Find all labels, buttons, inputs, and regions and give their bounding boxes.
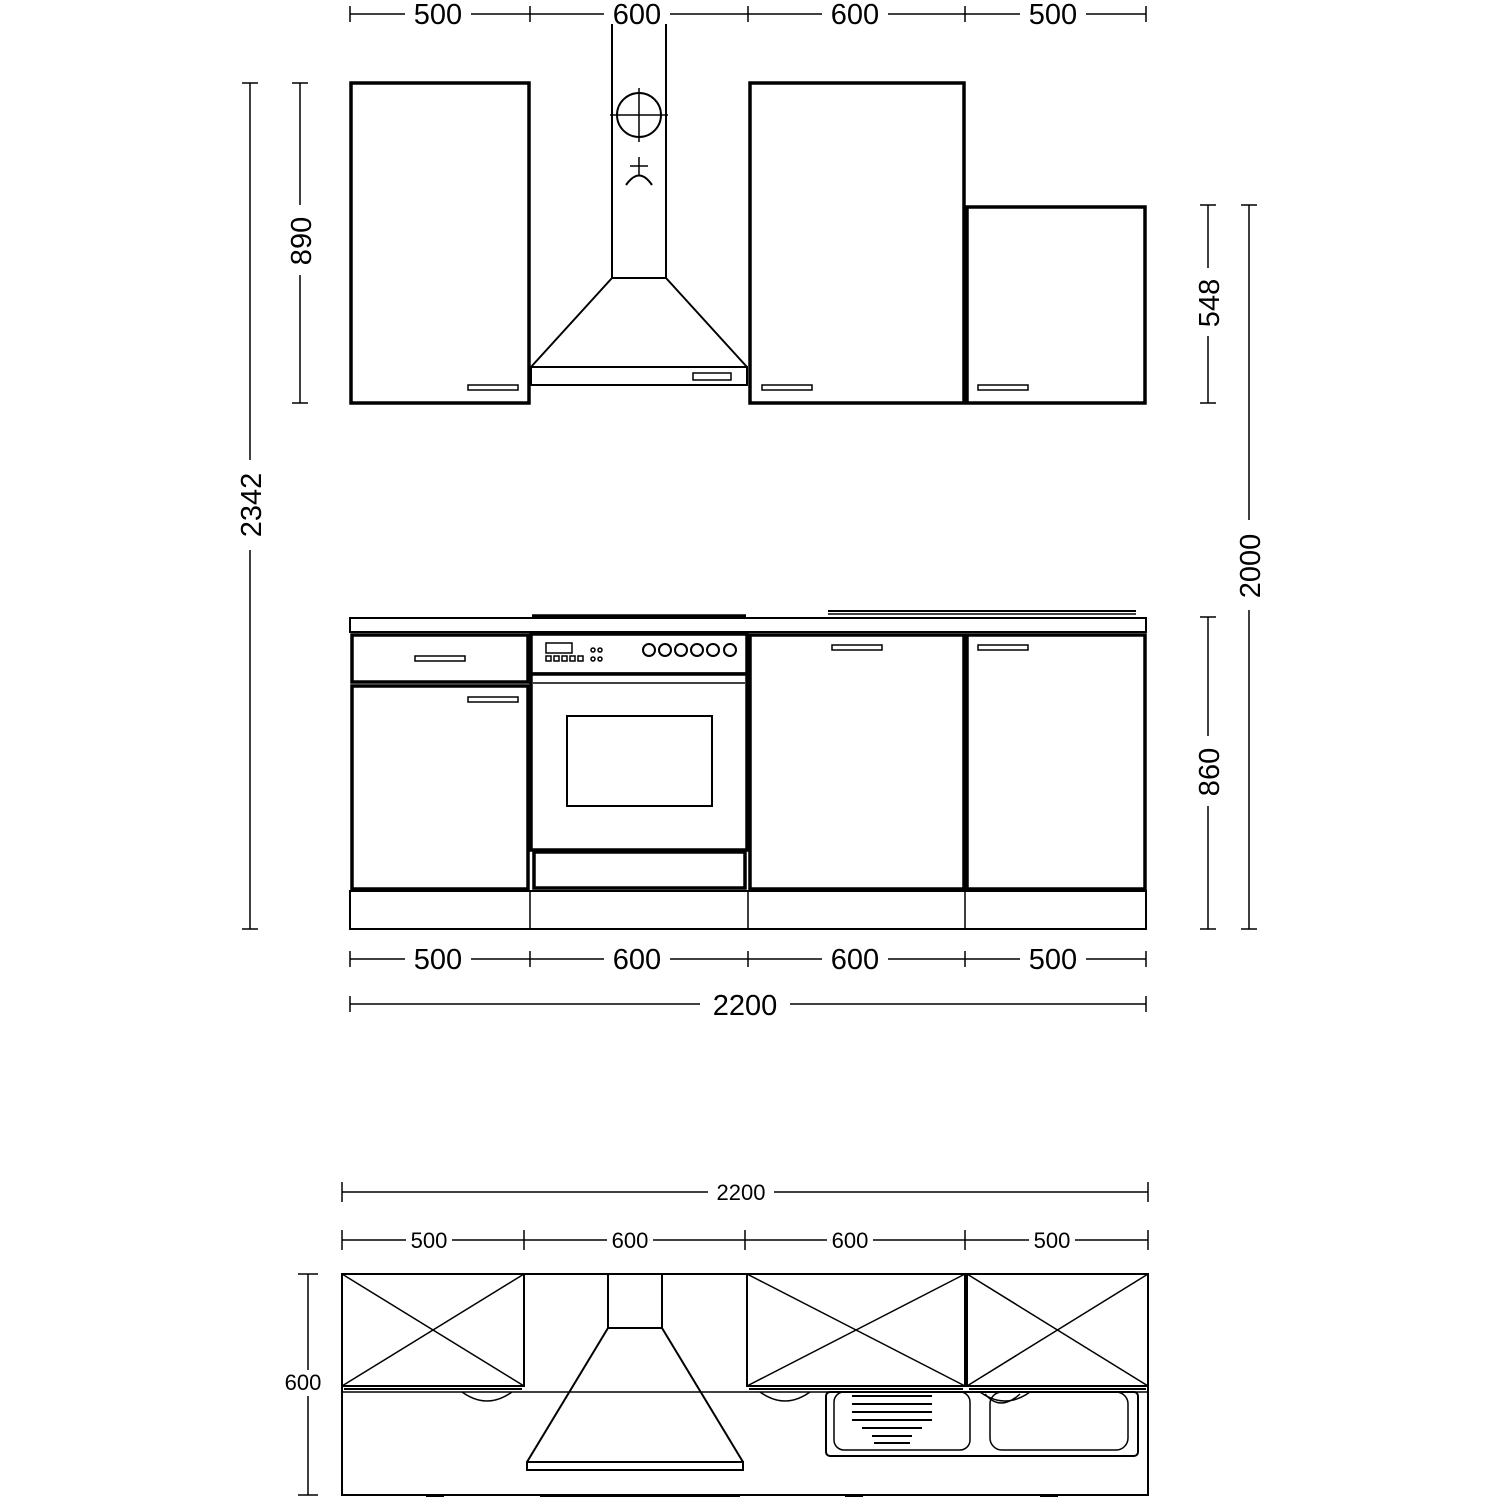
wall-cabinet-short bbox=[967, 207, 1145, 403]
plan-hood bbox=[527, 1274, 743, 1470]
plan-outline bbox=[342, 1274, 1148, 1495]
base-unit-height-dimension bbox=[1193, 617, 1226, 929]
overall-height-label: 2342 bbox=[236, 472, 268, 538]
worktop bbox=[350, 611, 1146, 632]
top-width-label-2: 600 bbox=[612, 0, 662, 31]
top-width-label-1: 500 bbox=[413, 0, 463, 31]
wall-cabinet-left bbox=[351, 83, 529, 403]
bottom-width-label-3: 600 bbox=[830, 944, 880, 976]
plan-total-width-label: 2200 bbox=[716, 1180, 766, 1205]
base-cabinet-sink bbox=[750, 635, 964, 889]
plan-width-label-2: 600 bbox=[611, 1228, 649, 1253]
base-unit-height-label: 860 bbox=[1194, 747, 1226, 797]
base-cabinet-left bbox=[352, 635, 528, 889]
plan-sink bbox=[826, 1392, 1138, 1456]
base-cabinet-right bbox=[967, 635, 1145, 889]
top-width-label-4: 500 bbox=[1028, 0, 1078, 31]
bottom-width-label-4: 500 bbox=[1028, 944, 1078, 976]
top-width-dimensions bbox=[350, 0, 1146, 31]
plan-total-width-dimension bbox=[342, 1180, 1148, 1205]
plan-width-dimensions bbox=[342, 1228, 1148, 1253]
short-unit-height-label: 548 bbox=[1194, 278, 1226, 328]
plan-depth-label: 600 bbox=[284, 1370, 322, 1395]
wall-unit-height-dimension bbox=[285, 83, 318, 403]
plan-wall-unit-left bbox=[342, 1274, 524, 1401]
plan-width-label-4: 500 bbox=[1033, 1228, 1071, 1253]
plan-depth-dimension bbox=[280, 1274, 328, 1495]
plan-wall-unit-middle bbox=[747, 1274, 965, 1401]
total-width-dimension bbox=[350, 990, 1146, 1022]
plan-wall-unit-right bbox=[967, 1274, 1148, 1401]
chimney-hood bbox=[531, 24, 747, 385]
bottom-width-dimensions bbox=[350, 944, 1146, 976]
base-to-short-unit-dimension bbox=[1234, 205, 1267, 929]
bottom-width-label-1: 500 bbox=[413, 944, 463, 976]
wall-unit-height-label: 890 bbox=[286, 216, 318, 266]
wall-cabinet-middle bbox=[750, 83, 964, 403]
base-to-short-unit-label: 2000 bbox=[1235, 533, 1267, 599]
plinth bbox=[350, 891, 1146, 929]
total-width-label: 2200 bbox=[712, 990, 778, 1022]
bottom-width-label-2: 600 bbox=[612, 944, 662, 976]
oven-range bbox=[531, 634, 747, 888]
plan-width-label-3: 600 bbox=[831, 1228, 869, 1253]
plan-width-label-1: 500 bbox=[410, 1228, 448, 1253]
short-unit-height-dimension bbox=[1193, 205, 1226, 403]
top-width-label-3: 600 bbox=[830, 0, 880, 31]
overall-height-dimension bbox=[235, 83, 268, 929]
